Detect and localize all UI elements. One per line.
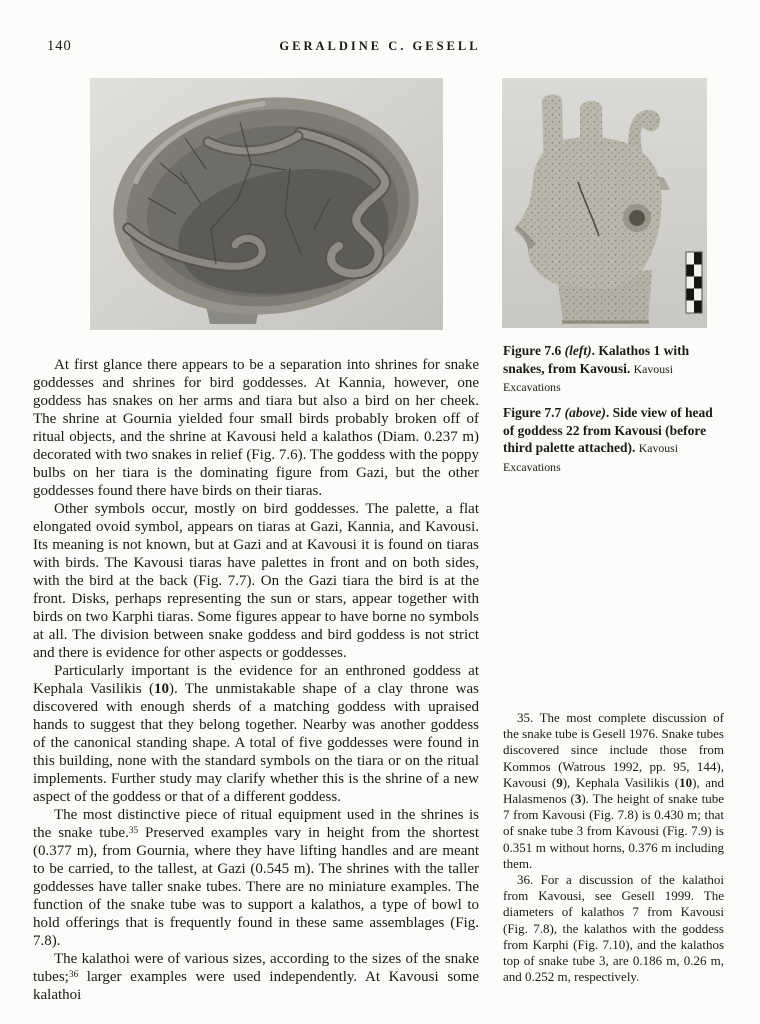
kalathos-photo-image bbox=[90, 78, 443, 330]
body-text-column bbox=[33, 356, 479, 1004]
running-head: GERALDINE C. GESELL bbox=[279, 39, 481, 53]
footnote-36: 36. For a discussion of the kalathoi from Kavousi, see Gesell 1999. The diameters of kalathos 7 from Kavousi (Fig. 7.8), the kalathos with the goddess from Karphi (Fig. 7.10), and the kalathos top of snake tube 3, are 0.186 m, 0.26 m, and 0.252 m, respectively. bbox=[503, 872, 724, 985]
footnote-35: 35. The most complete discussion of the snake tube is Gesell 1976. Snake tubes discovered since include those from Kommos (Watrous 1992, pp. 95, 144), Kavousi (9), Kephala Vasilikis (10), and Halasmenos (3). The height of snake tube 7 from Kavousi (Fig. 7.8) is 0.430 m; that of snake tube 3 from Kavousi (Fig. 7.9) is 0.351 m without horns, 0.376 m including them. bbox=[503, 710, 725, 871]
body-paragraph: Other symbols occur, mostly on bird goddesses. The palette, a flat elongated ovoid symbol, appears on tiaras at Gazi, Kannia, and Kavousi. Its meaning is not known, but at Gazi and at Kavousi it is found on tiaras with birds. The Kavousi tiaras have palettes in front and on both sides, with the bird at the back (Fig. 7.7). On the Gazi tiara the bird is at the front. Disks, perhaps representing the sun or stars, appear together with birds on two Karphi tiaras. Some figures appear to have borne no symbols at all. The division between snake goddess and bird goddess is not strict and there is evidence for other aspects or goddesses. bbox=[33, 501, 479, 661]
goddess-head-photo bbox=[502, 78, 707, 328]
kalathos-photo bbox=[90, 78, 443, 330]
page-number: 140 bbox=[47, 38, 72, 54]
caption-fig-7-6: Figure 7.6 (left). Kalathos 1 with snakes, from Kavousi. Kavousi Excavations bbox=[503, 343, 690, 394]
caption-fig-7-7: Figure 7.7 (above). Side view of head of goddess 22 from Kavousi (before third palette attached). Kavousi Excavations bbox=[503, 405, 713, 474]
body-paragraph: At first glance there appears to be a separation into shrines for snake goddesses and shrines for bird goddesses. At Kannia, however, one goddess has snakes on her arms and tiara but also a bird on her cheek. The shrine at Gournia yielded four small birds probably broken off of ritual objects, and the shrine at Kavousi held a kalathos (Diam. 0.237 m) decorated with two snakes in relief (Fig. 7.6). The goddess with the poppy bulbs on her tiara is the dominating figure from Gazi, but the other goddesses found there have birds on their tiaras. bbox=[33, 357, 479, 499]
footnotes-column bbox=[503, 710, 724, 985]
body-paragraph: Particularly important is the evidence for an enthroned goddess at Kephala Vasilikis (10). The unmistakable shape of a clay throne was discovered with enough sherds of a matching goddess with upraised hands to suggest that they belong together. Nearby was another goddess of the canonical standing shape. A total of five goddesses were found in this building, none with the standard symbols on the tiara or on the ritual implements. Further study may clarify whether this is the shrine of a new aspect of the goddess or that of a different goddess. bbox=[33, 663, 479, 805]
scale-bar bbox=[686, 252, 702, 313]
ear-hole bbox=[623, 204, 651, 232]
body-paragraph: The most distinctive piece of ritual equipment used in the shrines is the snake tube.$^{35}$ Preserved examples vary in height from the shortest (0.377 m), from Gournia, where they have lifting handles and are meant to be carried, to the tallest, at Gazi (0.545 m). The shrines with the taller goddesses have taller snake tubes. There are no miniature examples. The function of the snake tube was to support a kalathos, a type of bowl to hold offerings that is frequently found in these same assemblages (Fig. 7.8). bbox=[33, 807, 480, 949]
body-paragraph: The kalathoi were of various sizes, according to the sizes of the snake tubes;$^{36}$ larger examples were used independently. At Kavousi some kalathoi bbox=[33, 951, 479, 1003]
goddess-head-image bbox=[502, 78, 707, 328]
